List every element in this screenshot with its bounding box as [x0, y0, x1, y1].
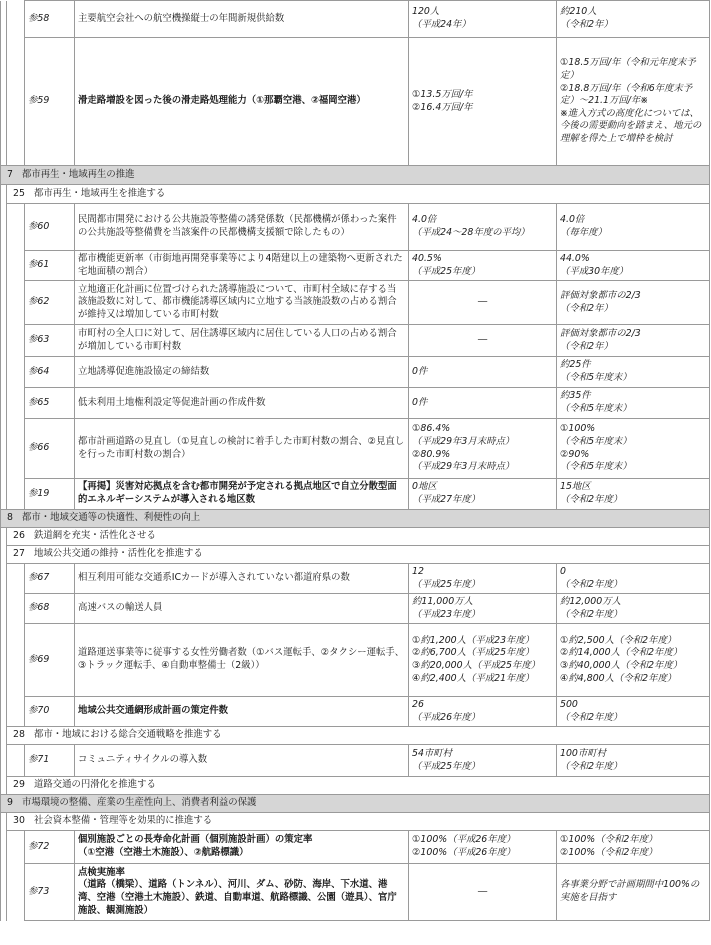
indicator-ref: 参59 [25, 38, 75, 166]
section-heading [1, 166, 710, 185]
indent-gutter [7, 831, 25, 864]
indicator-description: 【再掲】災害対応拠点を含む都市開発が予定される拠点地区で自立分散型面的エネルギーシステムが導入される地区数 [75, 479, 409, 510]
indicator-row [1, 419, 710, 479]
indicator-row [1, 38, 710, 166]
target-value: 100市町村 （令和2年度） [557, 745, 710, 777]
subsection-number: 27 [13, 548, 25, 560]
indicator-row [1, 594, 710, 624]
indicator-description: 都市計画道路の見直し（①見直しの検討に着手した市町村数の割合、②見直しを行った市町村数の割合） [75, 419, 409, 479]
subsection-row [1, 528, 710, 546]
subsection-number: 28 [13, 729, 25, 741]
indent-gutter [7, 204, 25, 251]
subsection-row [1, 546, 710, 564]
subsection-heading [7, 813, 710, 831]
target-value: 500 （令和2年度） [557, 697, 710, 727]
subsection-row [1, 813, 710, 831]
indicator-row [1, 624, 710, 697]
target-value: 約12,000万人 （令和2年度） [557, 594, 710, 624]
section-title: 市場環境の整備、産業の生産性向上、消費者利益の保護 [21, 797, 257, 809]
target-value: 各事業分野で計画期間中100%の実施を目指す [557, 864, 710, 921]
indicator-row [1, 388, 710, 419]
baseline-value: ①86.4% （平成29年3月末時点） ②80.9% （平成29年3月末時点） [409, 419, 557, 479]
subsection-title: 道路交通の円滑化を推進する [33, 779, 156, 791]
section-number: 9 [7, 797, 13, 809]
indicator-row [1, 697, 710, 727]
indicator-description: 道路運送事業等に従事する女性労働者数（①バス運転手、②タクシー運転手、③トラック運転手、④自動車整備士（2級）） [75, 624, 409, 697]
indent-gutter [7, 697, 25, 727]
indent-gutter [7, 325, 25, 357]
baseline-value: 0件 [409, 357, 557, 388]
indicator-row [1, 745, 710, 777]
section-number: 8 [7, 512, 13, 524]
indicator-ref: 参62 [25, 281, 75, 325]
section-row [1, 510, 710, 528]
indicator-row [1, 357, 710, 388]
subsection-heading [7, 727, 710, 745]
indicator-description: 相互利用可能な交通系ICカードが導入されていない都道府県の数 [75, 564, 409, 594]
baseline-value: 26 （平成26年度） [409, 697, 557, 727]
indent-gutter [7, 479, 25, 510]
target-value: ①100%（令和2年度） ②100%（令和2年度） [557, 831, 710, 864]
indicator-row [1, 564, 710, 594]
baseline-value: ― [409, 864, 557, 921]
indicator-ref: 参71 [25, 745, 75, 777]
indicator-description: コミュニティサイクルの導入数 [75, 745, 409, 777]
section-heading [1, 510, 710, 528]
target-value: 約210人 （令和2年） [557, 1, 710, 38]
indicator-row [1, 204, 710, 251]
indicator-ref: 参60 [25, 204, 75, 251]
indicator-description: 点検実施率 （道路（橋梁）、道路（トンネル）、河川、ダム、砂防、海岸、下水道、港湾、空港（空港土木施設）、鉄道、自動車道、航路標識、公園（遊具）、官庁施設、観測施設） [75, 864, 409, 921]
indicator-row [1, 251, 710, 281]
indent-gutter [7, 864, 25, 921]
indicator-description: 立地誘導促進施設協定の締結数 [75, 357, 409, 388]
subsection-heading [7, 185, 710, 204]
indent-gutter [7, 419, 25, 479]
subsection-title: 地域公共交通の維持・活性化を推進する [33, 548, 203, 560]
indicator-ref: 参73 [25, 864, 75, 921]
indicator-description: 低未利用土地権利設定等促進計画の作成件数 [75, 388, 409, 419]
target-value: 約35件 （令和5年度末） [557, 388, 710, 419]
indent-gutter [7, 564, 25, 594]
indicator-ref: 参67 [25, 564, 75, 594]
baseline-value: 4.0倍 （平成24～28年度の平均） [409, 204, 557, 251]
baseline-value: 約11,000万人 （平成23年度） [409, 594, 557, 624]
indicator-ref: 参64 [25, 357, 75, 388]
indicator-row [1, 281, 710, 325]
indicator-row [1, 1, 710, 38]
indicator-description: 高速バスの輸送人員 [75, 594, 409, 624]
baseline-value: 0件 [409, 388, 557, 419]
indicator-description: 立地適正化計画に位置づけられた誘導施設について、市町村全域に存する当該施設数に対して、都市機能誘導区域内に立地する当該施設数の占める割合が維持又は増加している市町村数 [75, 281, 409, 325]
target-value: 0 （令和2年度） [557, 564, 710, 594]
baseline-value: ①約1,200人（平成23年度） ②約6,700人（平成25年度） ③約20,000人（平成25年度） ④約2,400人（平成21年度） [409, 624, 557, 697]
indicator-row [1, 831, 710, 864]
subsection-heading [7, 777, 710, 795]
indicator-description: 地域公共交通網形成計画の策定件数 [75, 697, 409, 727]
subsection-number: 26 [13, 530, 25, 542]
target-value: 44.0% （平成30年度） [557, 251, 710, 281]
target-value: 4.0倍 （毎年度） [557, 204, 710, 251]
indicator-ref: 参63 [25, 325, 75, 357]
baseline-value: 54市町村 （平成25年度） [409, 745, 557, 777]
subsection-title: 鉄道網を充実・活性化させる [33, 530, 156, 542]
subsection-title: 都市・地域における総合交通戦略を推進する [33, 729, 222, 741]
baseline-value: 40.5% （平成25年度） [409, 251, 557, 281]
subsection-number: 30 [13, 815, 25, 827]
indicator-ref: 参61 [25, 251, 75, 281]
target-value: ①18.5万回/年（令和元年度末予定） ②18.8万回/年（令和6年度末予定）～21.1万回/年※ ※進入方式の高度化については、今後の需要動向を踏まえ、地元の理解を得た上で増枠を検討 [557, 38, 710, 166]
indicator-ref: 参68 [25, 594, 75, 624]
baseline-value: ― [409, 325, 557, 357]
indent-gutter [7, 281, 25, 325]
target-value: 評価対象都市の2/3 （令和2年） [557, 281, 710, 325]
baseline-value: ― [409, 281, 557, 325]
baseline-value: ①13.5万回/年 ②16.4万回/年 [409, 38, 557, 166]
section-row [1, 795, 710, 813]
subsection-number: 25 [13, 187, 25, 199]
indicator-ref: 参58 [25, 1, 75, 38]
indicator-ref: 参66 [25, 419, 75, 479]
target-value: ①100% （令和5年度末） ②90% （令和5年度末） [557, 419, 710, 479]
indent-gutter [7, 388, 25, 419]
subsection-number: 29 [13, 779, 25, 791]
indicator-ref: 参65 [25, 388, 75, 419]
indent-gutter [7, 251, 25, 281]
target-value: ①約2,500人（令和2年度） ②約14,000人（令和2年度） ③約40,000人（令和2年度） ④約4,800人（令和2年度） [557, 624, 710, 697]
indicator-description: 民間都市開発における公共施設等整備の誘発係数（民都機構が係わった案件の公共施設等整備費を当該案件の民都機構支援額で除したもの） [75, 204, 409, 251]
indicator-description: 個別施設ごとの長寿命化計画（個別施設計画）の策定率 （①空港（空港土木施設）、②航路標識） [75, 831, 409, 864]
indicator-ref: 参19 [25, 479, 75, 510]
baseline-value: 0地区 （平成27年度） [409, 479, 557, 510]
target-value: 評価対象都市の2/3 （令和2年） [557, 325, 710, 357]
section-title: 都市・地域交通等の快適性、利便性の向上 [21, 512, 201, 524]
indicator-description: 滑走路増設を図った後の滑走路処理能力（①那覇空港、②福岡空港） [75, 38, 409, 166]
section-row [1, 166, 710, 185]
section-heading [1, 795, 710, 813]
subsection-heading [7, 528, 710, 546]
target-value: 約25件 （令和5年度末） [557, 357, 710, 388]
indent-gutter [7, 624, 25, 697]
subsection-row [1, 727, 710, 745]
indicator-description: 都市機能更新率（市街地再開発事業等により4階建以上の建築物へ更新された宅地面積の割合） [75, 251, 409, 281]
baseline-value: 12 （平成25年度） [409, 564, 557, 594]
subsection-heading [7, 546, 710, 564]
indent-gutter [7, 357, 25, 388]
target-value: 15地区 （令和2年度） [557, 479, 710, 510]
indent-gutter [7, 38, 25, 166]
indent-gutter [7, 1, 25, 38]
subsection-title: 社会資本整備・管理等を効果的に推進する [33, 815, 213, 827]
section-title: 都市再生・地域再生の推進 [21, 168, 135, 180]
indicator-row [1, 325, 710, 357]
section-number: 7 [7, 168, 13, 180]
indicator-description: 市町村の全人口に対して、居住誘導区域内に居住している人口の占める割合が増加している市町村数 [75, 325, 409, 357]
indent-gutter [7, 745, 25, 777]
indicator-row [1, 479, 710, 510]
indicator-ref: 参72 [25, 831, 75, 864]
baseline-value: 120人 （平成24年） [409, 1, 557, 38]
indent-gutter [7, 594, 25, 624]
subsection-title: 都市再生・地域再生を推進する [33, 187, 166, 199]
indicator-row [1, 864, 710, 921]
indicator-ref: 参70 [25, 697, 75, 727]
subsection-row [1, 777, 710, 795]
baseline-value: ①100%（平成26年度） ②100%（平成26年度） [409, 831, 557, 864]
indicator-ref: 参69 [25, 624, 75, 697]
subsection-row [1, 185, 710, 204]
indicator-description: 主要航空会社への航空機操縦士の年間新規供給数 [75, 1, 409, 38]
